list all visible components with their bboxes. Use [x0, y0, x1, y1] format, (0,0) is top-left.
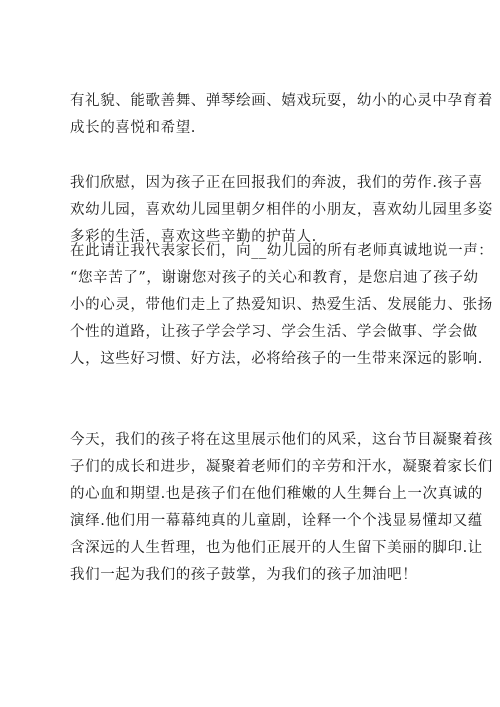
paragraph-line: 含深远的人生哲理，也为他们正展开的人生留下美丽的脚印.让 — [70, 540, 483, 556]
paragraph-line: 小的心灵，带他们走上了热爱知识、热爱生活、发展能力、张扬 — [70, 297, 493, 313]
paragraph-1 — [70, 88, 493, 142]
paragraph-line: 我们欣慰，因为孩子正在回报我们的奔波，我们的劳作.孩子喜 — [70, 175, 483, 191]
paragraph-line: 演绎.他们用一幕幕纯真的儿童剧，诠释一个个浅显易懂却又蕴 — [70, 513, 483, 529]
paragraph-line: 今天，我们的孩子将在这里展示他们的风采，这台节目凝聚着孩 — [70, 432, 493, 448]
paragraph-line: 欢幼儿园，喜欢幼儿园里朝夕相伴的小朋友，喜欢幼儿园里多姿 — [70, 202, 493, 218]
paragraph-line: 成长的喜悦和希望. — [70, 120, 197, 136]
paragraph-4 — [70, 427, 493, 589]
paragraph-line: 个性的道路，让孩子学会学习、学会生活、学会做事、学会做 — [70, 324, 478, 340]
paragraph-line: “您辛苦了”，谢谢您对孩子的关心和教育，是您启迪了孩子幼 — [70, 270, 479, 286]
paragraph-line: 在此请让我代表家长们，向__幼儿园的所有老师真诚地说一声： — [70, 243, 494, 259]
paragraph-line: 人，这些好习惯、好方法，必将给孩子的一生带来深远的影响. — [70, 351, 483, 367]
paragraph-3 — [70, 238, 494, 373]
paragraph-line: 多彩的生活，喜欢这些辛勤的护苗人. — [70, 229, 317, 245]
paragraph-line: 子们的成长和进步，凝聚着老师们的辛劳和汗水，凝聚着家长们 — [70, 459, 493, 475]
paragraph-line: 有礼貌、能歌善舞、弹琴绘画、嬉戏玩耍，幼小的心灵中孕育着 — [70, 93, 493, 109]
paragraph-line: 我们一起为我们的孩子鼓掌，为我们的孩子加油吧！ — [70, 567, 418, 583]
paragraph-line: 的心血和期望.也是孩子们在他们稚嫩的人生舞台上一次真诚的 — [70, 486, 483, 502]
